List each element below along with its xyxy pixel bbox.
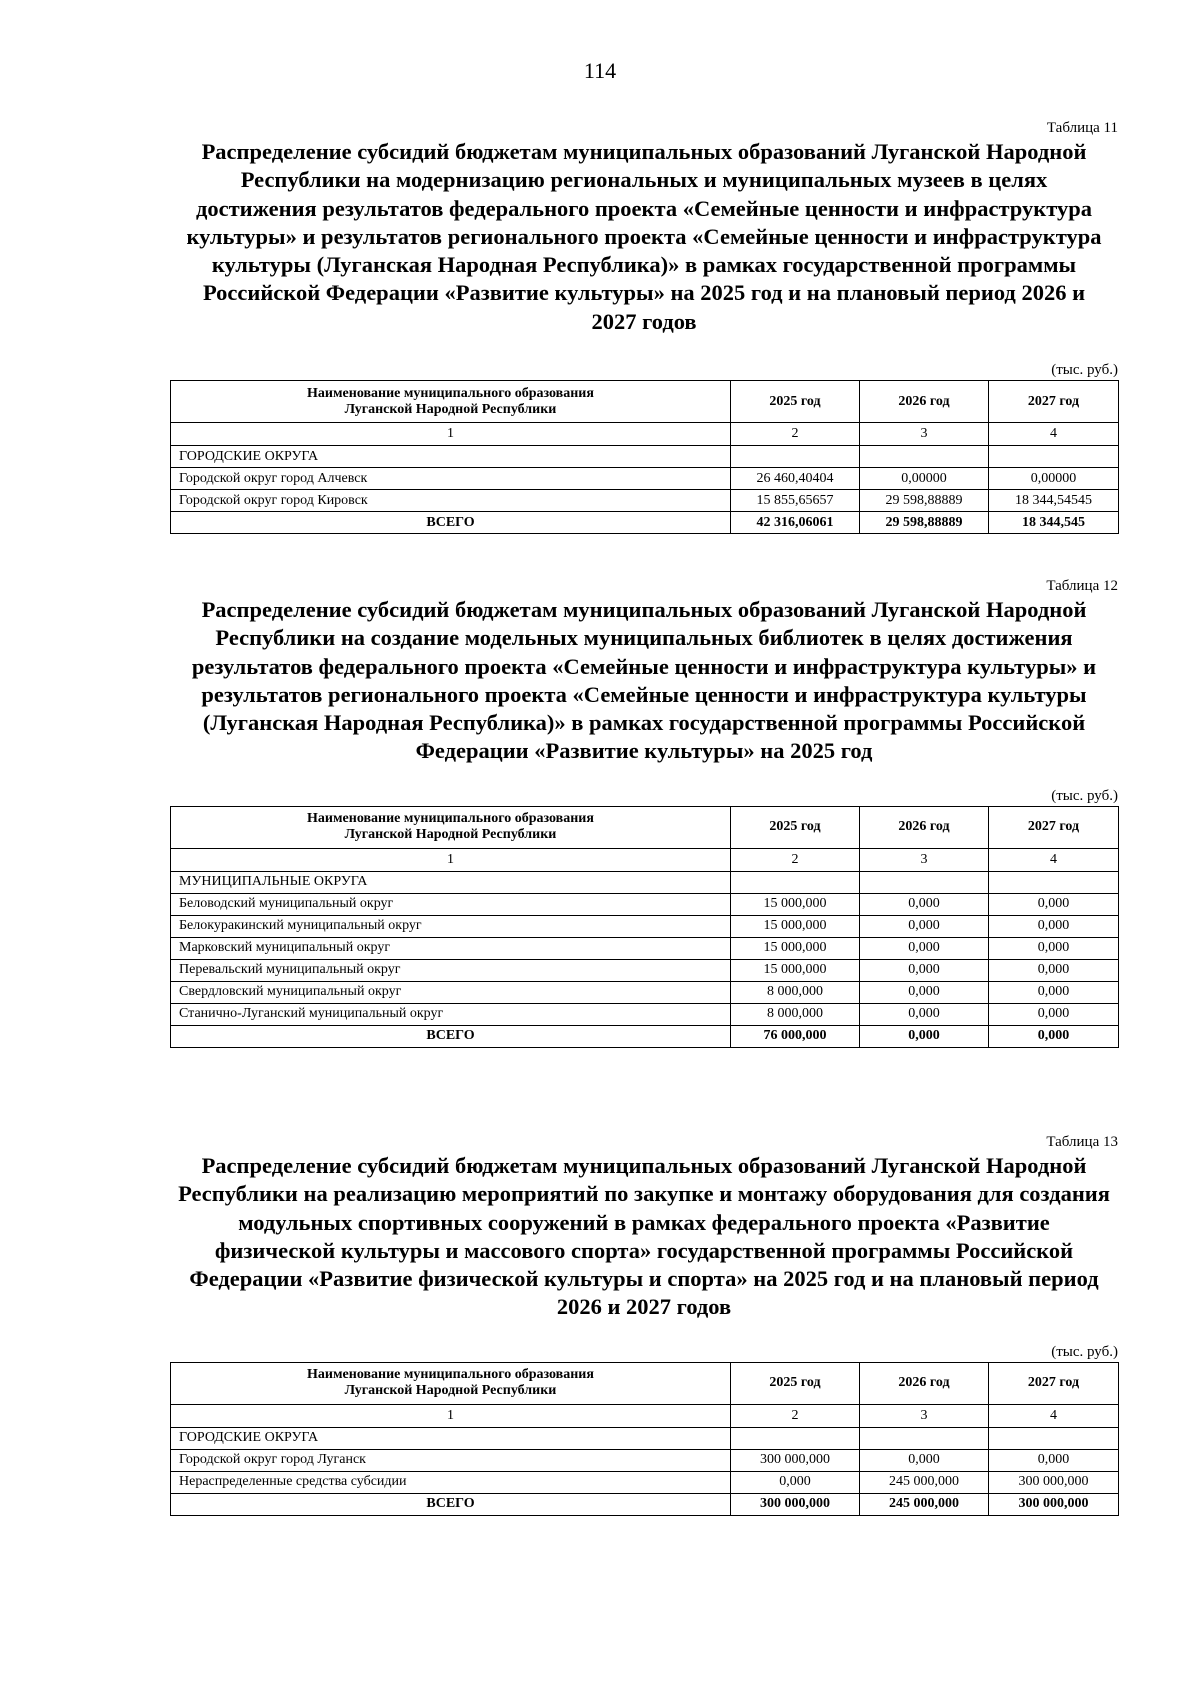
total-label: ВСЕГО	[171, 512, 731, 534]
table-11-section	[170, 118, 1118, 534]
amount-cell: 0,000	[860, 981, 989, 1003]
units-label: (тыс. руб.)	[1051, 787, 1118, 804]
total-row	[171, 1493, 1119, 1515]
total-amount: 29 598,88889	[860, 512, 989, 534]
table-row	[171, 1449, 1119, 1471]
municipality-name: Белокуракинский муниципальный округ	[171, 915, 731, 937]
header-year-2026: 2026 год	[860, 1362, 989, 1404]
empty-cell	[989, 446, 1119, 468]
table-12-section	[170, 576, 1118, 1048]
header-name-cell: Наименование муниципального образования Луганской Народной Республики	[171, 381, 731, 423]
municipality-name: Городской округ город Алчевск	[171, 468, 731, 490]
total-amount: 300 000,000	[731, 1493, 860, 1515]
amount-cell: 0,000	[989, 1003, 1119, 1025]
table-body	[171, 848, 1119, 1047]
group-row	[171, 446, 1119, 468]
group-label: МУНИЦИПАЛЬНЫЕ ОКРУГА	[171, 871, 731, 893]
amount-cell: 15 000,000	[731, 959, 860, 981]
amount-cell: 0,000	[860, 937, 989, 959]
total-amount: 300 000,000	[989, 1493, 1119, 1515]
column-index-cell: 3	[860, 848, 989, 871]
amount-cell: 0,000	[989, 981, 1119, 1003]
header-year-2026: 2026 год	[860, 381, 989, 423]
amount-cell: 15 855,65657	[731, 490, 860, 512]
municipality-name: Свердловский муниципальный округ	[171, 981, 731, 1003]
group-row	[171, 1427, 1119, 1449]
column-index-cell: 4	[989, 1404, 1119, 1427]
table-title: Распределение субсидий бюджетам муниципальных образований Луганской Народной Республики на реализацию мероприятий по закупке и монтажу оборудования для создания модульных спортивных сооружений в рамках федерального проекта «Развитие физической культуры и массового спорта» государственной программы Российской Федерации «Развитие физической культуры и спорта» на 2025 год и на плановый период 2026 и 2027 годов	[178, 1153, 1110, 1320]
amount-cell: 0,000	[860, 893, 989, 915]
header-year-2027: 2027 год	[989, 1362, 1119, 1404]
column-index-cell: 1	[171, 1404, 731, 1427]
empty-cell	[860, 446, 989, 468]
header-year-2025: 2025 год	[731, 381, 860, 423]
total-amount: 0,000	[860, 1025, 989, 1047]
header-year-2027: 2027 год	[989, 806, 1119, 848]
amount-cell: 18 344,54545	[989, 490, 1119, 512]
municipality-name: Беловодский муниципальный округ	[171, 893, 731, 915]
header-name-cell: Наименование муниципального образования Луганской Народной Республики	[171, 806, 731, 848]
municipality-name: Марковский муниципальный округ	[171, 937, 731, 959]
table-label: Таблица 13	[1046, 1134, 1118, 1150]
total-row	[171, 512, 1119, 534]
data-table	[170, 1362, 1119, 1516]
municipality-name: Нераспределенные средства субсидии	[171, 1471, 731, 1493]
amount-cell: 0,000	[860, 959, 989, 981]
amount-cell: 0,00000	[860, 468, 989, 490]
amount-cell: 15 000,000	[731, 893, 860, 915]
total-label: ВСЕГО	[171, 1493, 731, 1515]
total-amount: 18 344,545	[989, 512, 1119, 534]
total-amount: 76 000,000	[731, 1025, 860, 1047]
empty-cell	[731, 1427, 860, 1449]
header-year-2026: 2026 год	[860, 806, 989, 848]
table-row	[171, 981, 1119, 1003]
data-table	[170, 380, 1119, 534]
municipality-name: Городской округ город Луганск	[171, 1449, 731, 1471]
amount-cell: 0,000	[989, 915, 1119, 937]
column-index-cell: 4	[989, 423, 1119, 446]
table-body	[171, 1404, 1119, 1515]
amount-cell: 0,000	[860, 1449, 989, 1471]
amount-cell: 0,000	[989, 937, 1119, 959]
column-index-row	[171, 423, 1119, 446]
total-label: ВСЕГО	[171, 1025, 731, 1047]
empty-cell	[860, 871, 989, 893]
column-index-row	[171, 1404, 1119, 1427]
municipality-name: Перевальский муниципальный округ	[171, 959, 731, 981]
table-row	[171, 468, 1119, 490]
units-label: (тыс. руб.)	[1051, 1343, 1118, 1360]
municipality-name: Городской округ город Кировск	[171, 490, 731, 512]
amount-cell: 0,00000	[989, 468, 1119, 490]
column-index-cell: 2	[731, 1404, 860, 1427]
table-13-section	[170, 1132, 1118, 1516]
column-index-cell: 3	[860, 1404, 989, 1427]
amount-cell: 15 000,000	[731, 915, 860, 937]
table-label: Таблица 12	[1046, 578, 1118, 594]
total-row	[171, 1025, 1119, 1047]
header-year-2025: 2025 год	[731, 1362, 860, 1404]
units-label: (тыс. руб.)	[1051, 362, 1118, 379]
empty-cell	[860, 1427, 989, 1449]
table-label: Таблица 11	[1046, 120, 1118, 136]
empty-cell	[731, 446, 860, 468]
table-row	[171, 490, 1119, 512]
table-row	[171, 959, 1119, 981]
amount-cell: 8 000,000	[731, 981, 860, 1003]
group-label: ГОРОДСКИЕ ОКРУГА	[171, 1427, 731, 1449]
table-row	[171, 893, 1119, 915]
header-year-2025: 2025 год	[731, 806, 860, 848]
column-index-cell: 3	[860, 423, 989, 446]
amount-cell: 0,000	[731, 1471, 860, 1493]
amount-cell: 0,000	[860, 1003, 989, 1025]
table-row	[171, 937, 1119, 959]
table-row	[171, 1003, 1119, 1025]
empty-cell	[989, 1427, 1119, 1449]
total-amount: 0,000	[989, 1025, 1119, 1047]
column-index-cell: 2	[731, 423, 860, 446]
table-title: Распределение субсидий бюджетам муниципальных образований Луганской Народной Республики на создание модельных муниципальных библиотек в целях достижения результатов федерального проекта «Семейные ценности и инфраструктура культуры» и результатов регионального проекта «Семейные ценности и инфраструктура культуры (Луганская Народная Республика)» в рамках государственной программы Российской Федерации «Развитие культуры» на 2025 год	[191, 597, 1097, 764]
total-amount: 245 000,000	[860, 1493, 989, 1515]
column-index-row	[171, 848, 1119, 871]
municipality-name: Станично-Луганский муниципальный округ	[171, 1003, 731, 1025]
table-row	[171, 915, 1119, 937]
column-index-cell: 1	[171, 423, 731, 446]
column-index-cell: 1	[171, 848, 731, 871]
amount-cell: 8 000,000	[731, 1003, 860, 1025]
total-amount: 42 316,06061	[731, 512, 860, 534]
page-number: 114	[583, 58, 617, 83]
amount-cell: 245 000,000	[860, 1471, 989, 1493]
amount-cell: 300 000,000	[989, 1471, 1119, 1493]
header-year-2027: 2027 год	[989, 381, 1119, 423]
table-title: Распределение субсидий бюджетам муниципальных образований Луганской Народной Республики на модернизацию региональных и муниципальных музеев в целях достижения результатов федерального проекта «Семейные ценности и инфраструктура культуры» и результатов регионального проекта «Семейные ценности и инфраструктура культуры (Луганская Народная Республика)» в рамках государственной программы Российской Федерации «Развитие культуры» на 2025 год и на плановый период 2026 и 2027 годов	[186, 139, 1102, 334]
amount-cell: 0,000	[989, 893, 1119, 915]
empty-cell	[989, 871, 1119, 893]
amount-cell: 26 460,40404	[731, 468, 860, 490]
amount-cell: 0,000	[989, 959, 1119, 981]
column-index-cell: 2	[731, 848, 860, 871]
amount-cell: 15 000,000	[731, 937, 860, 959]
group-label: ГОРОДСКИЕ ОКРУГА	[171, 446, 731, 468]
group-row	[171, 871, 1119, 893]
table-body	[171, 423, 1119, 534]
amount-cell: 0,000	[860, 915, 989, 937]
data-table	[170, 806, 1119, 1048]
amount-cell: 29 598,88889	[860, 490, 989, 512]
header-name-cell: Наименование муниципального образования Луганской Народной Республики	[171, 1362, 731, 1404]
table-row	[171, 1471, 1119, 1493]
amount-cell: 0,000	[989, 1449, 1119, 1471]
column-index-cell: 4	[989, 848, 1119, 871]
amount-cell: 300 000,000	[731, 1449, 860, 1471]
empty-cell	[731, 871, 860, 893]
